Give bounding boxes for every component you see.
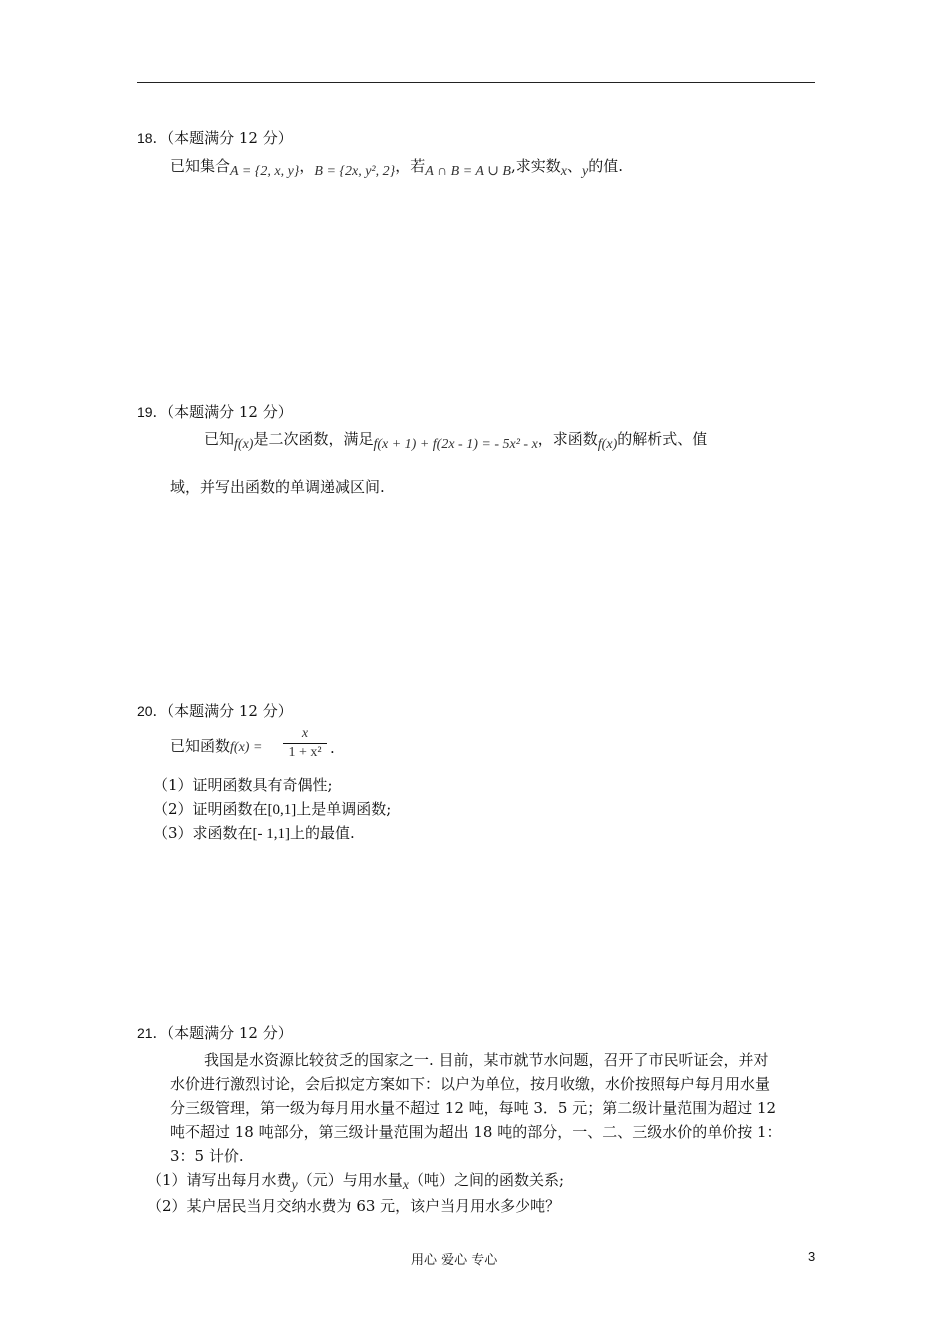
problem-18-statement [170, 156, 623, 178]
fraction-denominator: 1 + x² [288, 745, 322, 760]
problem-number: 19． [137, 404, 167, 420]
score-note: （本题满分 12 分） [166, 1024, 293, 1042]
problem-21-paragraph: 水价进行激烈讨论，会后拟定方案如下：以户为单位，按月收缴，水价按照每户每月用水量 [170, 1075, 771, 1093]
statement-text: 上是单调函数; [296, 800, 392, 818]
fraction-numerator: x [301, 726, 309, 741]
sub-question-1 [147, 1170, 564, 1192]
score-note: （本题满分 12 分） [166, 702, 293, 720]
problem-number: 20． [137, 703, 167, 719]
statement-text: ,求实数 [511, 157, 561, 175]
problem-20-statement [170, 736, 262, 758]
problem-18-heading [137, 128, 293, 148]
statement-text: （吨）之间的函数关系; [409, 1171, 565, 1189]
sub-question-2: （2）某户居民当月交纳水费为 63 元，该户当月用水多少吨？ [147, 1197, 561, 1215]
set-b-formula: B = {2x, y², 2} [314, 164, 396, 179]
footer-motto: 用心 爱心 专心 [411, 1253, 498, 1268]
problem-21-heading [137, 1023, 293, 1043]
problem-19-statement [204, 429, 707, 451]
sub-question-1 [153, 775, 333, 795]
sub-question-3 [153, 823, 355, 844]
statement-text: 域，并写出函数的单调递减区间. [170, 478, 385, 496]
statement-text: 的值. [588, 157, 624, 175]
problem-21-paragraph: 分三级管理，第一级为每月用水量不超过 12 吨，每吨 3．5 元；第二级计量范围为超过 12 [170, 1099, 777, 1117]
statement-text: （2）证明函数在 [153, 800, 268, 818]
statement-text: 已知函数 [170, 737, 231, 755]
statement-text: ，求函数 [537, 430, 598, 448]
header-rule [137, 82, 815, 83]
variable-x: x [402, 1178, 409, 1193]
fraction-formula [283, 726, 327, 761]
period: . [330, 739, 335, 757]
condition-formula: A ∩ B = A ∪ B [425, 164, 511, 179]
problem-21-paragraph: 我国是水资源比较贫乏的国家之一. 目前，某市就节水问题，召开了市民听证会，并对 [204, 1051, 769, 1069]
statement-text: ，若 [395, 157, 426, 175]
problem-21-paragraph: 吨不超过 18 吨部分，第三级计量范围为超出 18 吨的部分，一、二、三级水价的单价按 1： [170, 1123, 782, 1141]
statement-text: 已知集合 [170, 157, 231, 175]
problem-19-statement-cont [170, 477, 385, 497]
statement-text: 是二次函数，满足 [253, 430, 374, 448]
interval-formula: [- 1,1] [252, 826, 291, 842]
statement-text: （1）请写出每月水费 [147, 1171, 292, 1189]
page-number: 3 [808, 1249, 816, 1264]
statement-text: 已知 [204, 430, 235, 448]
function-formula: f(x) [597, 437, 618, 452]
problem-19-heading [137, 402, 293, 422]
fraction-bar [283, 743, 327, 744]
statement-text: ， [299, 157, 315, 175]
problem-number: 21． [137, 1025, 167, 1041]
set-a-formula: A = {2, x, y} [230, 164, 300, 179]
problem-number: 18． [137, 130, 167, 146]
statement-text: （元）与用水量 [297, 1171, 403, 1189]
function-formula: f(x) [234, 437, 254, 452]
statement-text: 上的最值. [290, 824, 355, 842]
variable-x: x [560, 164, 567, 179]
score-note: （本题满分 12 分） [166, 129, 293, 147]
function-formula: f(x) = [230, 740, 263, 755]
statement-text: （1）证明函数具有奇偶性; [153, 776, 333, 794]
statement-text: （3）求函数在 [153, 824, 253, 842]
problem-21-paragraph: 3：5 计价. [170, 1147, 244, 1165]
statement-text: 、 [567, 157, 583, 175]
variable-y: y [582, 164, 589, 179]
equation-formula: f(x + 1) + f(2x - 1) = - 5x² - x [373, 437, 538, 452]
statement-text: 的解析式、值 [617, 430, 708, 448]
variable-y: y [291, 1178, 298, 1193]
problem-20-heading [137, 701, 293, 721]
score-note: （本题满分 12 分） [166, 403, 293, 421]
sub-question-2 [153, 799, 391, 820]
interval-formula: [0,1] [267, 802, 297, 818]
